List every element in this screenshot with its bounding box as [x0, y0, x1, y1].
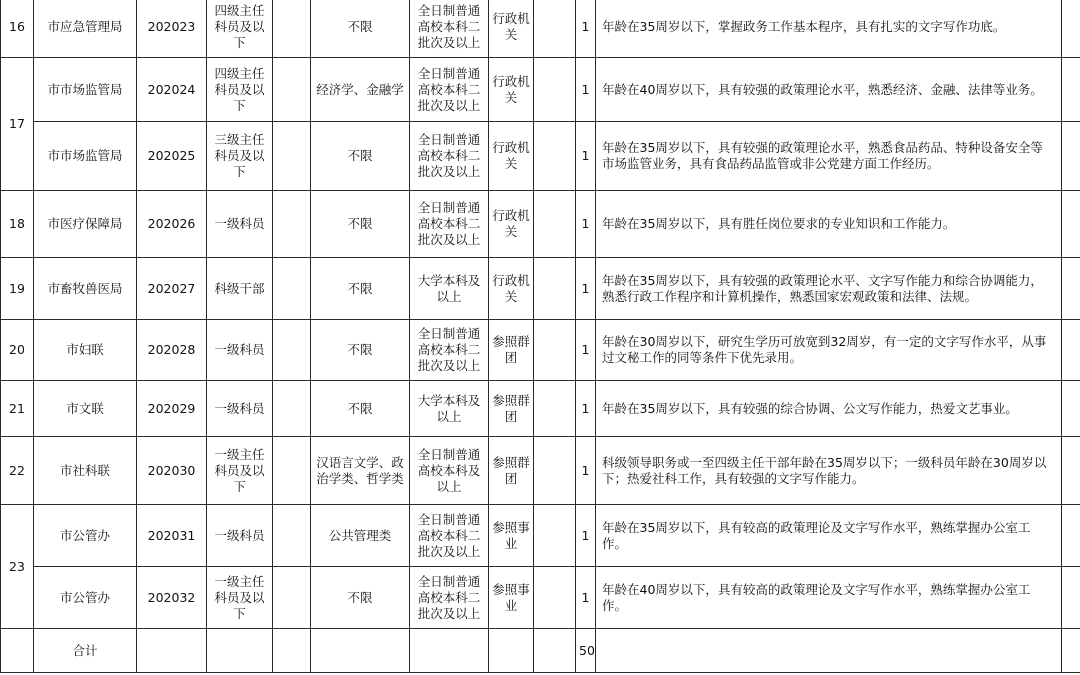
major-cell: 不限: [311, 258, 410, 320]
table-row: [1, 505, 1080, 567]
unit-type-cell: 行政机关: [489, 191, 534, 258]
row-number-cell: 20: [1, 320, 34, 381]
blank-cell: [273, 567, 311, 629]
requirements-cell: 科级领导职务或一至四级主任干部年龄在35周岁以下；一级科员年龄在30周岁以下；热爱社科工作，具有较强的文字写作能力。: [596, 437, 1062, 505]
major-cell: 不限: [311, 381, 410, 437]
blank-cell: [311, 629, 410, 673]
headcount-cell: 1: [576, 437, 596, 505]
blank-cell: [1062, 505, 1080, 567]
unit-cell: 市文联: [34, 381, 137, 437]
blank-cell: [273, 258, 311, 320]
blank-cell: [273, 320, 311, 381]
table-body: [1, 0, 1080, 673]
blank-cell: [534, 258, 576, 320]
row-number-cell: 16: [1, 0, 34, 58]
table-row: [1, 122, 1080, 191]
row-number-cell: 22: [1, 437, 34, 505]
blank-cell: [1062, 320, 1080, 381]
post-cell: 一级科员: [207, 505, 273, 567]
unit-type-cell: 参照事业: [489, 505, 534, 567]
post-cell: 一级科员: [207, 191, 273, 258]
education-cell: 全日制普通高校本科及以上: [410, 437, 489, 505]
major-cell: 不限: [311, 567, 410, 629]
row-number-cell: 23: [1, 505, 34, 629]
major-cell: 经济学、金融学: [311, 58, 410, 122]
headcount-cell: 1: [576, 0, 596, 58]
post-cell: 四级主任科员及以下: [207, 0, 273, 58]
requirements-cell: 年龄在35周岁以下，具有较强的政策理论水平、文字写作能力和综合协调能力，熟悉行政工作程序和计算机操作，熟悉国家宏观政策和法律、法规。: [596, 258, 1062, 320]
row-number-cell: 21: [1, 381, 34, 437]
blank-cell: [534, 191, 576, 258]
major-cell: 不限: [311, 0, 410, 58]
unit-cell: 市公管办: [34, 505, 137, 567]
blank-cell: [534, 437, 576, 505]
table-row: [1, 567, 1080, 629]
post-cell: 三级主任科员及以下: [207, 122, 273, 191]
position-code-cell: 202032: [137, 567, 207, 629]
requirements-cell: 年龄在40周岁以下，具有较高的政策理论及文字写作水平，熟练掌握办公室工作。: [596, 567, 1062, 629]
position-code-cell: 202027: [137, 258, 207, 320]
unit-cell: 市公管办: [34, 567, 137, 629]
row-number-cell: 19: [1, 258, 34, 320]
unit-cell: 市市场监管局: [34, 122, 137, 191]
headcount-cell: 1: [576, 381, 596, 437]
requirements-cell: 年龄在40周岁以下，具有较强的政策理论水平，熟悉经济、金融、法律等业务。: [596, 58, 1062, 122]
blank-cell: [273, 58, 311, 122]
blank-cell: [1062, 437, 1080, 505]
table-row: [1, 191, 1080, 258]
total-row: [1, 629, 1080, 673]
post-cell: 一级主任科员及以下: [207, 437, 273, 505]
requirements-cell: 年龄在35周岁以下，具有较强的政策理论水平，熟悉食品药品、特种设备安全等市场监管业务，具有食品药品监管或非公党建方面工作经历。: [596, 122, 1062, 191]
blank-cell: [273, 629, 311, 673]
row-number-cell: 17: [1, 58, 34, 191]
blank-cell: [534, 381, 576, 437]
unit-type-cell: 参照群团: [489, 437, 534, 505]
education-cell: 全日制普通高校本科二批次及以上: [410, 0, 489, 58]
unit-type-cell: 行政机关: [489, 0, 534, 58]
position-code-cell: 202025: [137, 122, 207, 191]
blank-cell: [534, 122, 576, 191]
requirements-cell: 年龄在30周岁以下，研究生学历可放宽到32周岁，有一定的文字写作水平，从事过文秘工作的同等条件下优先录用。: [596, 320, 1062, 381]
blank-cell: [1062, 0, 1080, 58]
post-cell: 一级科员: [207, 381, 273, 437]
education-cell: 全日制普通高校本科二批次及以上: [410, 567, 489, 629]
education-cell: 全日制普通高校本科二批次及以上: [410, 320, 489, 381]
total-count-cell: 50: [576, 629, 596, 673]
blank-cell: [1062, 58, 1080, 122]
education-cell: 全日制普通高校本科二批次及以上: [410, 505, 489, 567]
unit-type-cell: 参照群团: [489, 320, 534, 381]
blank-cell: [534, 0, 576, 58]
blank-cell: [410, 629, 489, 673]
blank-cell: [273, 381, 311, 437]
headcount-cell: 1: [576, 122, 596, 191]
row-number-cell: 18: [1, 191, 34, 258]
headcount-cell: 1: [576, 567, 596, 629]
post-cell: 四级主任科员及以下: [207, 58, 273, 122]
blank-cell: [489, 629, 534, 673]
table-row: [1, 58, 1080, 122]
unit-cell: 市妇联: [34, 320, 137, 381]
blank-cell: [534, 567, 576, 629]
blank-cell: [1062, 191, 1080, 258]
post-cell: 科级干部: [207, 258, 273, 320]
unit-cell: 市社科联: [34, 437, 137, 505]
unit-type-cell: 行政机关: [489, 58, 534, 122]
education-cell: 大学本科及以上: [410, 258, 489, 320]
blank-cell: [1062, 567, 1080, 629]
table-row: [1, 0, 1080, 58]
headcount-cell: 1: [576, 191, 596, 258]
education-cell: 全日制普通高校本科二批次及以上: [410, 191, 489, 258]
education-cell: 全日制普通高校本科二批次及以上: [410, 58, 489, 122]
table-row: [1, 437, 1080, 505]
position-code-cell: 202026: [137, 191, 207, 258]
blank-cell: [1, 629, 34, 673]
post-cell: 一级科员: [207, 320, 273, 381]
education-cell: 大学本科及以上: [410, 381, 489, 437]
blank-cell: [534, 58, 576, 122]
blank-cell: [1062, 381, 1080, 437]
headcount-cell: 1: [576, 58, 596, 122]
blank-cell: [273, 122, 311, 191]
headcount-cell: 1: [576, 505, 596, 567]
position-code-cell: 202023: [137, 0, 207, 58]
major-cell: 不限: [311, 191, 410, 258]
unit-type-cell: 行政机关: [489, 258, 534, 320]
position-code-cell: 202031: [137, 505, 207, 567]
requirements-cell: 年龄在35周岁以下，具有较强的综合协调、公文写作能力，热爱文艺事业。: [596, 381, 1062, 437]
position-code-cell: 202024: [137, 58, 207, 122]
headcount-cell: 1: [576, 258, 596, 320]
major-cell: 不限: [311, 320, 410, 381]
blank-cell: [1062, 258, 1080, 320]
unit-type-cell: 参照群团: [489, 381, 534, 437]
major-cell: 汉语言文学、政治学类、哲学类: [311, 437, 410, 505]
headcount-cell: 1: [576, 320, 596, 381]
blank-cell: [273, 191, 311, 258]
unit-cell: 市畜牧兽医局: [34, 258, 137, 320]
blank-cell: [596, 629, 1062, 673]
blank-cell: [273, 437, 311, 505]
unit-cell: 市医疗保障局: [34, 191, 137, 258]
blank-cell: [137, 629, 207, 673]
blank-cell: [534, 320, 576, 381]
post-cell: 一级主任科员及以下: [207, 567, 273, 629]
table-row: [1, 320, 1080, 381]
total-label-cell: 合计: [34, 629, 137, 673]
education-cell: 全日制普通高校本科二批次及以上: [410, 122, 489, 191]
requirements-cell: 年龄在35周岁以下，具有较高的政策理论及文字写作水平，熟练掌握办公室工作。: [596, 505, 1062, 567]
table-row: [1, 258, 1080, 320]
blank-cell: [534, 505, 576, 567]
blank-cell: [273, 0, 311, 58]
blank-cell: [207, 629, 273, 673]
major-cell: 公共管理类: [311, 505, 410, 567]
requirements-cell: 年龄在35周岁以下，具有胜任岗位要求的专业知识和工作能力。: [596, 191, 1062, 258]
blank-cell: [1062, 122, 1080, 191]
unit-cell: 市市场监管局: [34, 58, 137, 122]
position-code-cell: 202029: [137, 381, 207, 437]
unit-type-cell: 行政机关: [489, 122, 534, 191]
position-code-cell: 202028: [137, 320, 207, 381]
blank-cell: [273, 505, 311, 567]
blank-cell: [534, 629, 576, 673]
position-code-cell: 202030: [137, 437, 207, 505]
requirements-cell: 年龄在35周岁以下，掌握政务工作基本程序，具有扎实的文字写作功底。: [596, 0, 1062, 58]
unit-cell: 市应急管理局: [34, 0, 137, 58]
table-row: [1, 381, 1080, 437]
major-cell: 不限: [311, 122, 410, 191]
unit-type-cell: 参照事业: [489, 567, 534, 629]
blank-cell: [1062, 629, 1080, 673]
